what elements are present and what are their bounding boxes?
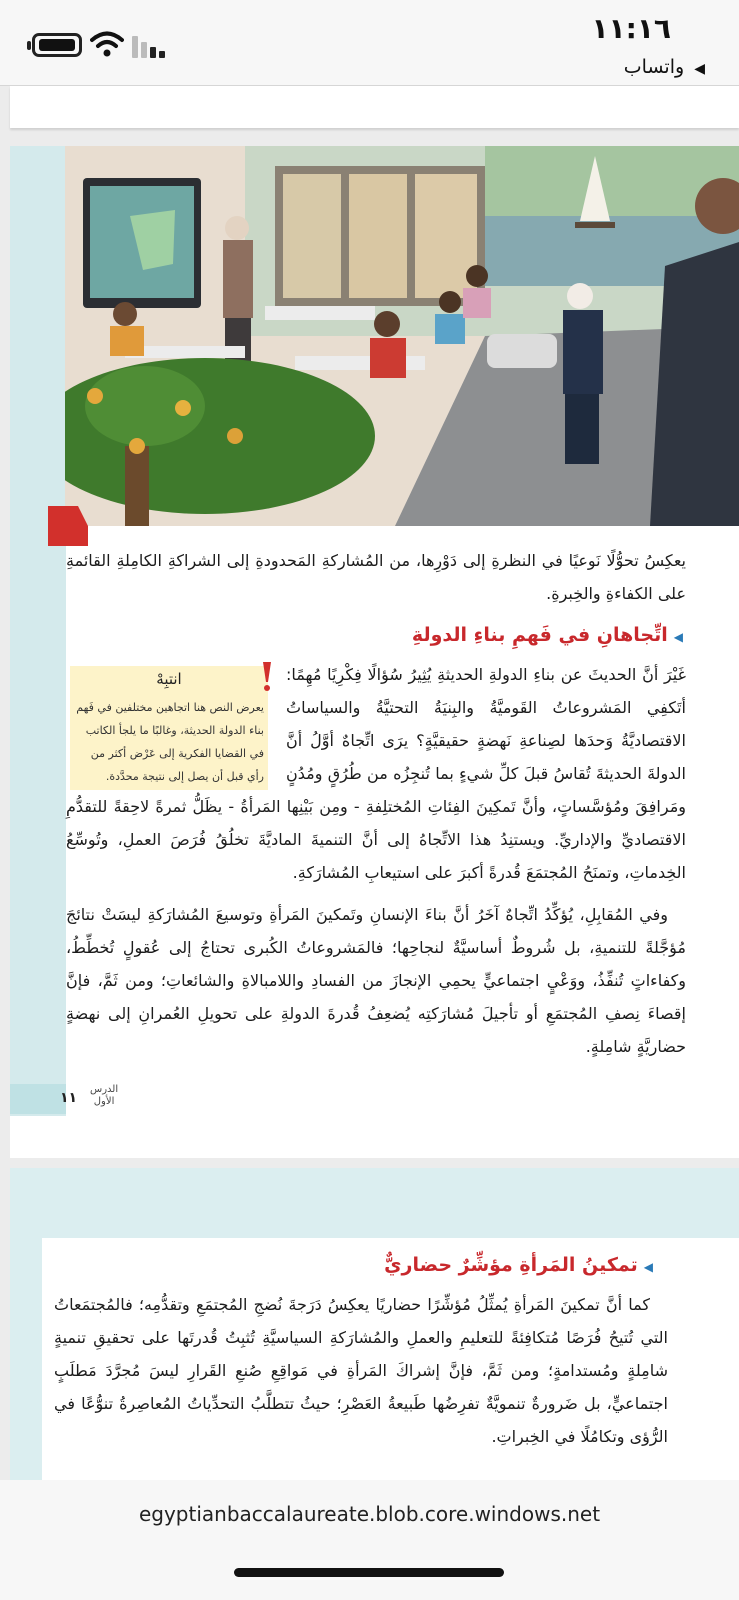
back-triangle-icon: ◀ [694,61,705,77]
intro-paragraph: يعكِسُ تحوُّلًا نَوعيًا في النظرةِ إلى دَوْرِها، من المُشاركةِ المَحدودةِ إلى الشراكةِ الكامِلةِ القائمةِ على الكفاءةِ والخِبرةِ. [66,551,686,603]
back-to-app-link[interactable] [624,56,705,78]
next-page-margin [10,1238,42,1480]
note-body: يعرض النص هنا اتجاهين مختلفين في فَهم بناء الدولة الحديثة، وغالبًا ما يلجأ الكاتب في القضايا الفكرية إلى عَرْض أكثر من رأي قبل أن يصل إلى نتيجة محدَّدة. [76,701,264,783]
home-indicator[interactable] [234,1568,504,1577]
page-footer-band [10,1084,66,1114]
section-marker-icon: ◀ [673,630,683,644]
status-time: ١١:١٦ [591,12,671,45]
attention-note-box [70,666,268,790]
note-title: انتبِهْ [156,670,182,688]
back-app-label: واتساب [623,56,685,78]
url-display[interactable]: egyptianbaccalaureate.blob.core.windows.net [138,1502,601,1526]
lesson-label [90,1084,118,1108]
next-book-page [10,1168,739,1480]
corner-red-marker [48,506,88,546]
section1-paragraph-2: وفي المُقابِلِ، يُؤكِّدُ اتِّجاهٌ آخَرُ أنَّ بناءَ الإنسانِ وتَمكينَ المَرأةِ وتوسيعَ المُشارَكةِ ليسَتْ نتائجَ مُؤجَّلةً للتنميةِ، بل شُروطٌ أساسيَّةٌ لنجاحِها؛ فالمَشروعاتُ الكُبرى تحتاجُ إلى عُقولٍ تُخطِّطُ، وكفاءاتٍ تُنفِّذُ، ووَعْيٍ اجتماعيٍّ يحمِي الإنجازَ من الفسادِ واللامبالاةِ والشائعاتِ؛ ومن ثَمَّ، فإنَّ إقصاءَ نِصفِ المُجتمَعِ أو تأجيلَ مُشارَكتِه يُضعِفُ قُدرةَ الدولةِ على تحويلِ العُمرانِ إلى نهضةٍ حضاريَّةٍ شامِلةٍ. [66,905,686,1056]
section2-heading-text: تمكينُ المَرأةِ مؤشِّرٌ حضاريٌّ [384,1254,638,1276]
system-icons [32,30,172,58]
wifi-icon [90,30,124,58]
previous-page-card [10,86,739,128]
book-page [10,146,739,1158]
section-heading-two-approaches [412,624,683,646]
cellular-signal-icon [132,34,172,58]
next-page-header-band [10,1168,739,1238]
lesson-label-line1: الدرس [90,1084,119,1095]
exclamation-icon [262,662,272,692]
section-heading-text: اتِّجاهانِ في فَهمِ بناءِ الدولةِ [411,624,668,646]
section2-paragraph: كما أنَّ تمكينَ المَرأةِ يُمثِّلُ مُؤشِّرًا حضاريًا يعكِسُ دَرَجةَ نُضجِ المُجتمَعِ وتقدُّمِه؛ فالمُجتمَعاتُ التي تُتيحُ فُرَصًا مُتكافِئةً للتعليمِ والعملِ والمُشارَكةِ السياسيَّةِ تُثبِتُ قُدرتَها على تحقيقِ تنميةٍ شامِلةٍ ومُستدامةٍ؛ ومن ثَمَّ، فإنَّ إشراكَ المَرأةِ في مَواقِعِ صُنعِ القَرارِ ليسَ مُجرَّدَ مَطلَبٍ اجتماعيٍّ، بل ضَرورةٌ تنمويَّةٌ تفرِضُها طَبيعةُ العَصْرِ؛ حيثُ تتطلَّبُ التحدِّياتُ المُعاصِرةُ تنوُّعًا في الرُّؤى وتكامُلًا في الخِبراتِ. [54,1295,668,1446]
battery-icon [32,33,82,57]
section-heading-women-empowerment [384,1254,653,1276]
page-number: ١١ [60,1090,78,1106]
section-marker-icon: ◀ [643,1260,653,1274]
browser-bottom-bar [0,1480,739,1600]
lesson-label-line2: الأول [93,1096,115,1107]
lesson-illustration [65,146,739,526]
status-bar [0,0,739,86]
page-margin-strip [10,146,66,1116]
section1-paragraph-1-text: غَيْرَ أنَّ الحديثَ عن بناءِ الدولةِ الحديثةِ يُثِيرُ سُؤالًا فِكْرِيًا مُهِمًا: أتَكفِي المَشروعاتُ القَوميَّةُ والبِنيَةُ التحتيَّةُ والسياساتُ الاقتصاديَّةُ وَحدَها لصِناعةِ نَهضةٍ حقيقيَّةٍ؟ يرَى اتِّجاهٌ أوَّلُ أنَّ الدولةَ الحديثةَ تُقاسُ قبلَ كلِّ شيءٍ بما تُنجِزُه من طُرُقٍ ومُدُنٍ ومَرافِقَ ومُؤسَّساتٍ، وأنَّ تَمكِينَ الفِئاتِ المُختلِفةِ - ومِن بَيْنِها المَرأةُ - يظَلُّ ثمرةً لاحِقةً للتقدُّمِ الاقتصاديِّ والإداريِّ. ويستنِدُ هذا الاتِّجاهُ إلى أنَّ التنميةَ الماديَّةَ تخلُقُ فُرَصَ العملِ، وتُوسِّعُ الخِدماتِ، وتمنَحُ المُجتمَعَ قُدرةً أكبرَ على استيعابِ المُشارَكةِ. [66,665,686,882]
